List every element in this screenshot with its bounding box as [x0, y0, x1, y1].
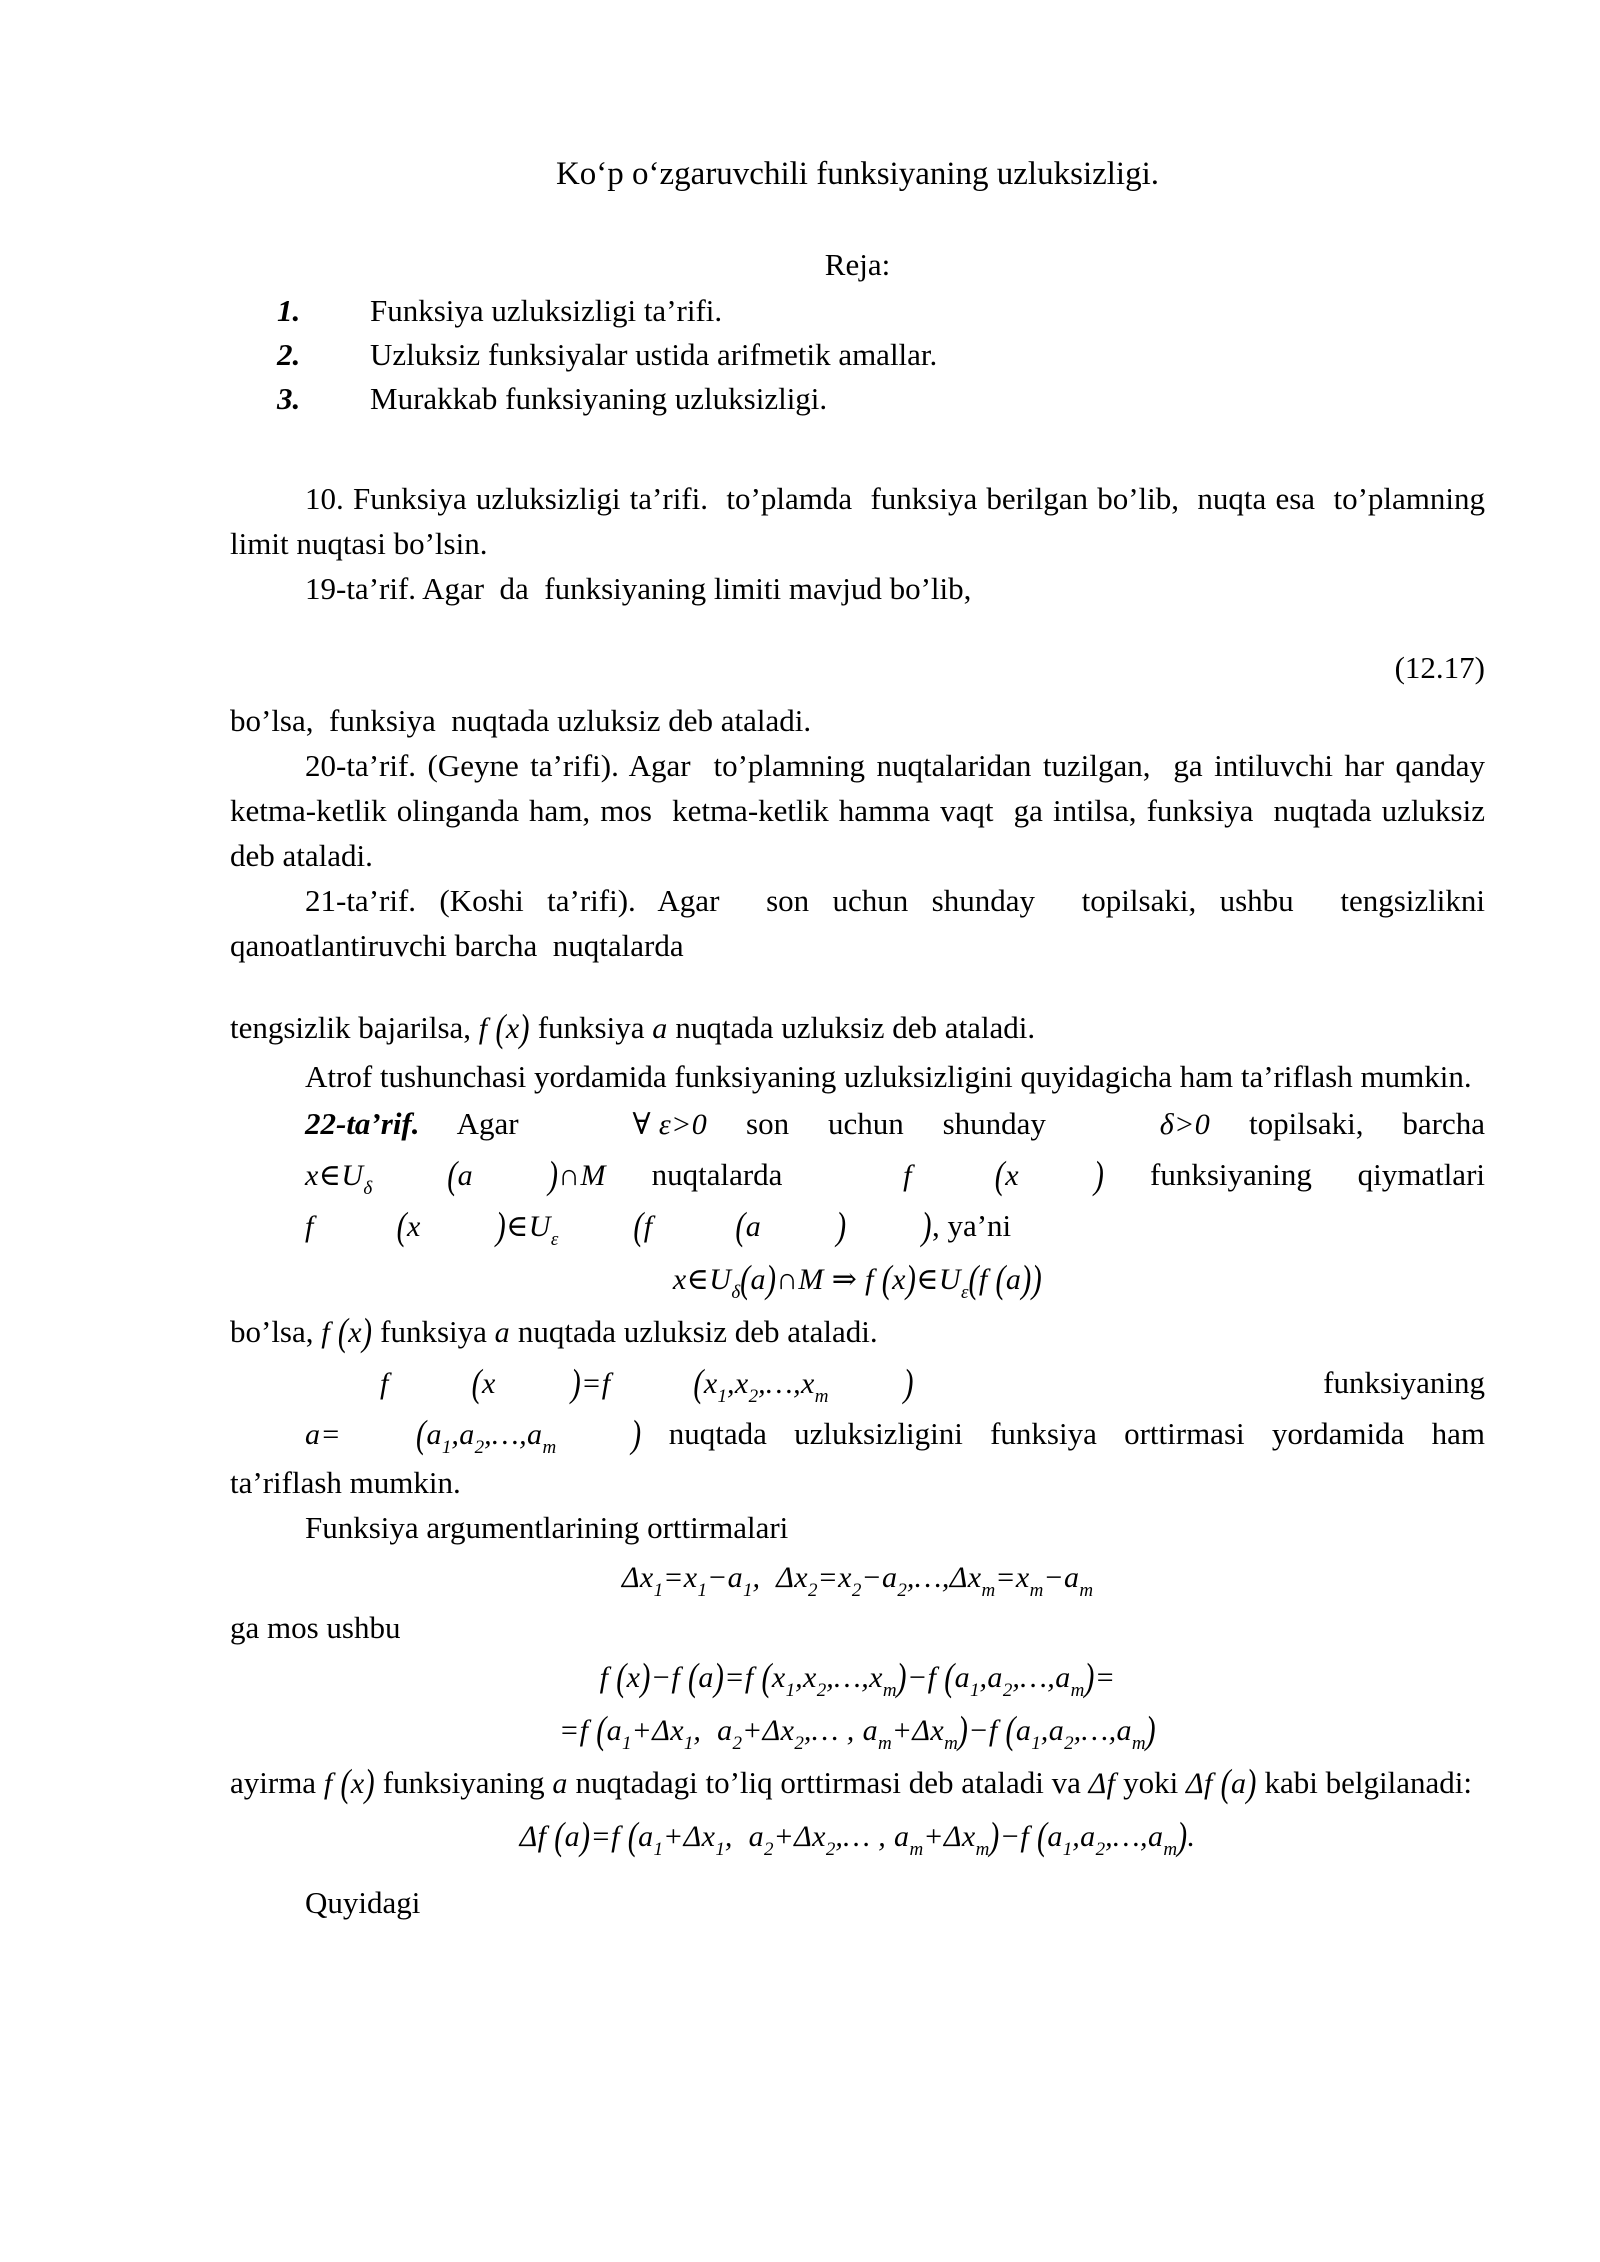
formula: a — [652, 1012, 668, 1045]
text-run: 20-ta’rif. (Geyne ta’rifi). Agar to’plamning nuqtalaridan tuzilgan, ga intiluvchi har qanday ketma-ketlik olinganda ham, mos ketma-ketlik hamma vaqt ga intilsa, funksiya nuqtada uzluksiz deb ataladi. — [230, 748, 1501, 873]
para-atrof — [230, 1054, 1485, 1099]
display-equation-total-increment — [230, 1811, 1485, 1862]
plan-item-number: 1. — [277, 293, 301, 328]
formula: f (x)−f (a)=f $(x_1,x_2,\dots,x_m)-f$ $(a_1,a_2,\dots,a_m)=$ — [599, 1655, 1116, 1701]
plan-item-label: Uzluksiz funksiyalar ustida arifmetik amallar. — [370, 337, 938, 372]
formula: $a= (a_1,a_2,\dots,a_m$ ) — [305, 1412, 642, 1458]
equation-number-line — [230, 645, 1485, 690]
text-run: funksiya — [529, 1010, 653, 1045]
plan-item-number: 2. — [277, 337, 301, 372]
text-run: ayirma — [230, 1765, 324, 1800]
text-run: (12.17) — [1394, 650, 1485, 685]
text-run: yoki — [1115, 1765, 1186, 1800]
text-run: bo’lsa, funksiya nuqtada uzluksiz deb ataladi. — [230, 703, 812, 738]
para-argument-orttirma — [230, 1505, 1485, 1550]
text-run: topilsaki, barcha — [1210, 1106, 1493, 1141]
plan-list — [230, 289, 1485, 421]
formula: Δf — [1088, 1767, 1116, 1800]
text-run: Agar — [419, 1106, 558, 1141]
text-run: ga mos ushbu — [230, 1610, 401, 1645]
para-orttirma-intro — [230, 1358, 1493, 1505]
text-run: Quyidagi — [305, 1885, 421, 1920]
para-tarif-21 — [230, 878, 1493, 968]
formula: =f ($a_1+\Delta x_1$, $a_2+\Delta x_2,\dots$ , $a_m+\Delta x_m)-f$ $(a_1,a_2,\dots,a_m)$ — [558, 1708, 1157, 1754]
text-run: Atrof tushunchasi yordamida funksiyaning uzluksizligini quyidagicha ham ta’riflash mumkin. — [305, 1059, 1472, 1094]
formula: f (x )=f ($x_1,x_2,\dots,x_m$ ) — [380, 1361, 914, 1407]
text-run: Funksiya argumentlarining orttirmalari — [305, 1510, 789, 1545]
document-content — [230, 150, 1501, 1925]
text-run: funksiya — [372, 1314, 495, 1349]
formula: f (x) — [478, 1006, 530, 1051]
plan-item-label: Murakkab funksiyaning uzluksizligi. — [370, 381, 828, 416]
formula: a — [494, 1316, 511, 1349]
display-equation-deltas — [230, 1552, 1485, 1603]
text-run: tengsizlik bajarilsa, — [230, 1010, 479, 1045]
formula: f (x )$\in U_\varepsilon$ (f (a ) ) — [305, 1204, 932, 1250]
para-definition-intro — [230, 476, 1493, 566]
plan-item-label: Funksiya uzluksizligi ta’rifi. — [370, 293, 723, 328]
formula: a — [552, 1767, 568, 1800]
text-run: , ya’ni — [931, 1208, 1012, 1243]
text-run: 21-ta’rif. (Koshi ta’rifi). Agar son uchun shunday topilsaki, ushbu tengsizlikni qanoatlantiruvchi barcha nuqtalarda — [230, 883, 1493, 963]
plan-item-1 — [230, 289, 1485, 333]
plan-heading: Reja: — [824, 247, 891, 282]
document-body — [230, 476, 1501, 1925]
display-equation-membership — [230, 1254, 1485, 1305]
plan-item-number: 3. — [277, 381, 301, 416]
text-run: funksiyaning — [374, 1765, 553, 1800]
para-tarif-20 — [230, 743, 1501, 878]
text-run: nuqtadagi to’liq orttirmasi deb ataladi va — [567, 1765, 1089, 1800]
text-run: 19-ta’rif. Agar da funksiyaning limiti mavjud bo’lib, — [305, 571, 972, 606]
page-title: Koʻp oʻzgaruvchili funksiyaning uzluksizligi. — [555, 156, 1160, 192]
text-run: nuqtada uzluksizligini funksiya orttirmasi yordamida ham ta’riflash mumkin. — [230, 1416, 1493, 1500]
formula: ∀ ε>0 — [632, 1108, 708, 1141]
para-tarif-22 — [230, 1099, 1493, 1252]
para-ayirma — [230, 1758, 1485, 1809]
text-run: kabi belgilanadi: — [1256, 1765, 1473, 1800]
text-run: nuqtalarda — [605, 1157, 829, 1192]
formula: $\Delta x_1=x_1-a_1$, $\Delta x_2=x_2-a_2,\dots,\Delta x_m=x_m-a_m$ — [621, 1561, 1094, 1601]
plan-item-2 — [230, 333, 1485, 377]
display-equation-difference-2 — [230, 1705, 1485, 1756]
para-tengsizlik — [230, 1003, 1485, 1054]
formula: $x\in U_\delta(a)\cap M$ ⇒ f $(x)\in U_\varepsilon(f$ (a)) — [672, 1257, 1043, 1303]
text-run: 10. Funksiya uzluksizligi ta’rifi. to’plamda funksiya berilgan bo’lib, nuqta esa to’plamning limit nuqtasi bo’lsin. — [230, 481, 1493, 561]
formula: f (x) — [321, 1310, 373, 1355]
formula: f (x ) — [903, 1153, 1105, 1198]
definition-lead: 22-ta’rif. — [305, 1106, 420, 1141]
text-run: nuqtada uzluksiz deb ataladi. — [510, 1314, 878, 1349]
plan-item-3 — [230, 377, 1485, 421]
para-quyidagi — [230, 1880, 1485, 1925]
para-bolsa-2 — [230, 1307, 1485, 1358]
text-run: bo’lsa, — [230, 1314, 322, 1349]
text-run: funksiyaning — [913, 1365, 1493, 1400]
formula: f (x) — [323, 1761, 375, 1806]
text-run: funksiyaning qiymatlari — [1104, 1157, 1493, 1192]
formula: δ>0 — [1159, 1108, 1211, 1141]
formula: Δf (a)=f ($a_1+\Delta x_1$, $a_2+\Delta x_2,\dots$ , $a_m+\Delta x_m)-f$ $(a_1,a_2,\dots,a_m)$. — [519, 1814, 1196, 1860]
para-ga-mos — [230, 1605, 1485, 1650]
text-run: son uchun shunday — [707, 1106, 1085, 1141]
para-bolsa-1 — [230, 698, 1485, 743]
formula: $x\in U_\delta$ (a )∩M — [305, 1153, 606, 1199]
display-equation-difference-1 — [230, 1652, 1485, 1703]
text-run: nuqtada uzluksiz deb ataladi. — [667, 1010, 1036, 1045]
para-tarif-19 — [230, 566, 1485, 611]
formula: Δf (a) — [1185, 1761, 1257, 1806]
